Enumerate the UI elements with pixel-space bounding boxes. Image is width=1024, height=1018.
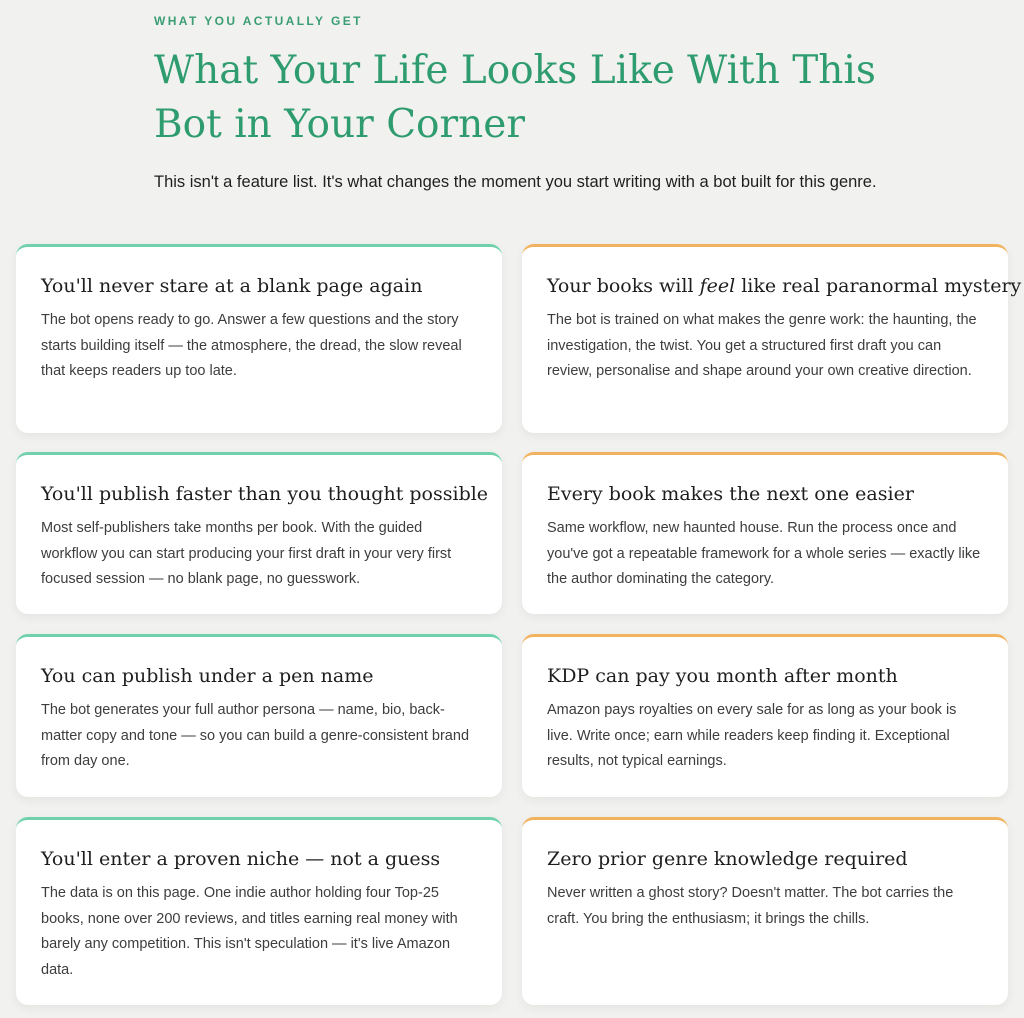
benefit-card <box>16 634 502 797</box>
benefit-card-heading: KDP can pay you month after month <box>547 665 898 687</box>
benefit-card-heading: You'll enter a proven niche — not a guess <box>41 848 441 870</box>
benefit-card-body: Never written a ghost story? Doesn't matter. The bot carries the craft. You bring the enthusiasm; it brings the chills. <box>547 885 954 927</box>
benefit-card-heading: Zero prior genre knowledge required <box>547 848 908 870</box>
benefit-card-body: Amazon pays royalties on every sale for as long as your book is live. Write once; earn while readers keep finding it. Exceptional results, not typical earnings. <box>547 702 957 769</box>
benefit-card <box>522 817 1008 1005</box>
benefit-card-body: Most self-publishers take months per book. With the guided workflow you can start producing your first draft in your very first focused session — no blank page, no guesswork. <box>41 520 452 587</box>
benefit-card-body: The bot opens ready to go. Answer a few questions and the story starts building itself — the atmosphere, the dread, the slow reveal that keeps readers up too late. <box>41 312 462 379</box>
benefit-card-heading-emphasis: feel <box>699 275 736 297</box>
benefit-card <box>522 452 1008 614</box>
benefit-card-body: The data is on this page. One indie author holding four Top-25 books, none over 200 reviews, and titles earning real money with barely any competition. This isn't speculation — it's live Amazon data. <box>41 885 458 978</box>
section-title: What Your Life Looks Like With This Bot in Your Corner <box>154 48 876 147</box>
benefit-card-heading: You can publish under a pen name <box>41 665 374 687</box>
section-subtitle: This isn't a feature list. It's what changes the moment you start writing with a bot built for this genre. <box>154 173 877 191</box>
benefit-card <box>522 634 1008 797</box>
benefit-card-heading: Every book makes the next one easier <box>547 483 914 505</box>
benefit-card-body: The bot generates your full author persona — name, bio, back-matter copy and tone — so you can build a genre-consistent brand from day one. <box>41 702 470 769</box>
benefit-card <box>16 452 502 614</box>
benefit-card-heading <box>547 273 1022 299</box>
benefit-card-body: Same workflow, new haunted house. Run the process once and you've got a repeatable framework for a whole series — exactly like the author dominating the category. <box>547 520 981 587</box>
benefit-card <box>522 244 1022 433</box>
benefit-card-heading-part: Your books will <box>547 275 700 297</box>
benefit-card-heading: You'll publish faster than you thought possible <box>41 483 489 505</box>
benefit-card-heading-part: like real paranormal mystery <box>735 275 1022 297</box>
benefit-card-body: The bot is trained on what makes the genre work: the haunting, the investigation, the twist. You get a structured first draft you can review, personalise and shape around your own creative direction. <box>547 312 977 379</box>
benefit-card <box>16 244 502 433</box>
benefit-card <box>16 817 502 1005</box>
section-eyebrow: WHAT YOU ACTUALLY GET <box>154 14 363 28</box>
benefit-card-heading: You'll never stare at a blank page again <box>41 275 423 297</box>
